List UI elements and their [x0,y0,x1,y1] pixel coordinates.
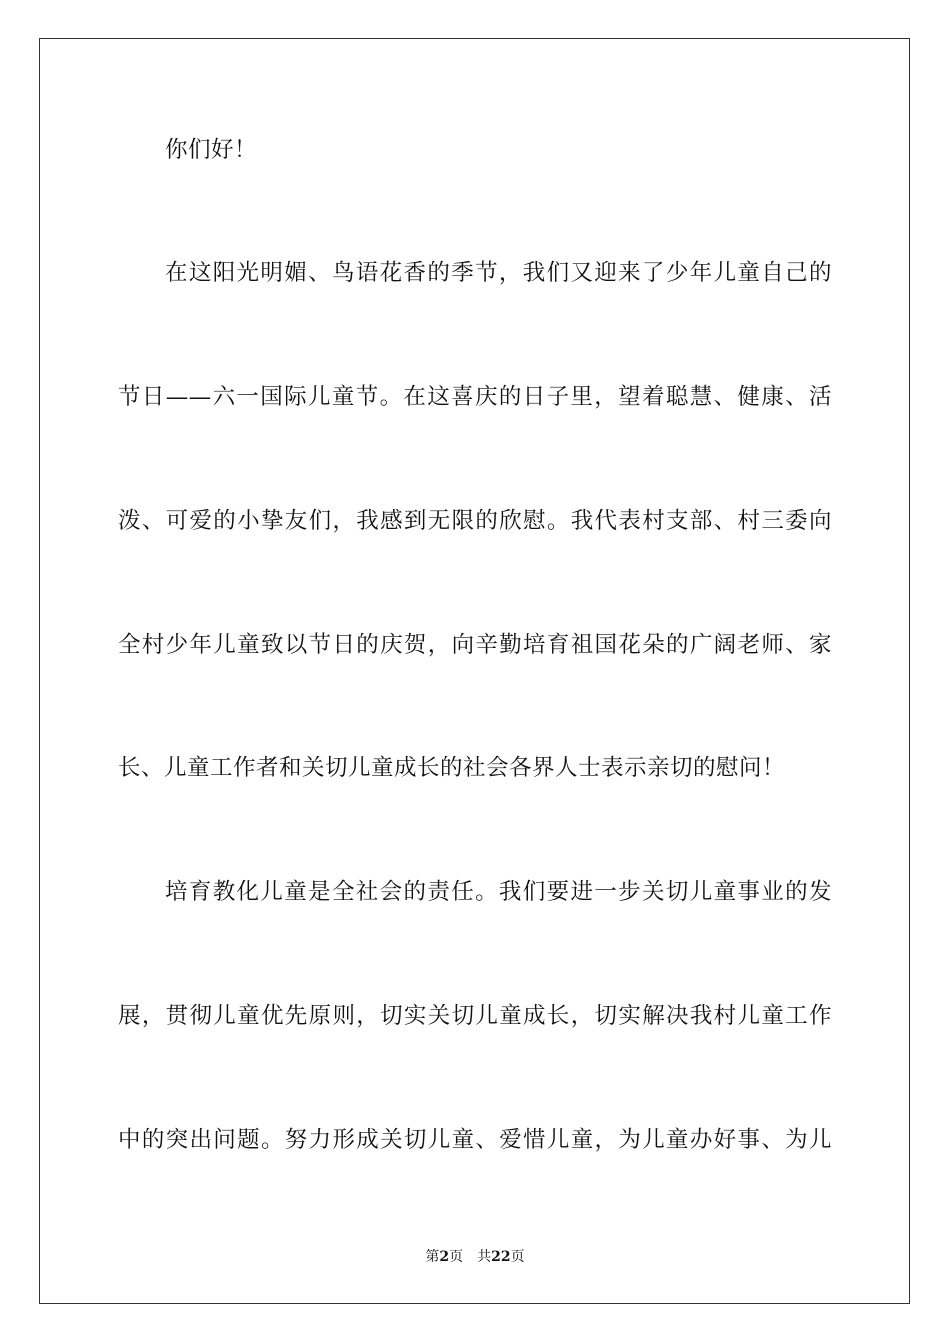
paragraph-1-line-3: 泼、可爱的小挚友们，我感到无限的欣慰。我代表村支部、村三委向 [118,508,832,534]
page-footer [0,1247,950,1267]
footer-page-prefix: 第 [425,1249,440,1265]
paragraph-1-line-5: 长、儿童工作者和关切儿童成长的社会各界人士表示亲切的慰问！ [118,755,786,781]
paragraph-1-line-1: 在这阳光明媚、鸟语花香的季节，我们又迎来了少年儿童自己的 [165,260,832,286]
paragraph-2-line-1: 培育教化儿童是全社会的责任。我们要进一步关切儿童事业的发 [165,879,832,905]
footer-total-prefix: 共 [477,1249,492,1265]
footer-page-current: 2 [439,1249,450,1265]
page-border [39,38,910,1304]
paragraph-1-line-2: 节日——六一国际儿童节。在这喜庆的日子里，望着聪慧、健康、活 [118,384,832,410]
paragraph-2-line-2: 展，贯彻儿童优先原则，切实关切儿童成长，切实解决我村儿童工作 [118,1003,832,1029]
footer-page-total: 22 [491,1249,511,1265]
footer-total-suffix: 页 [510,1249,525,1265]
paragraph-2-line-3: 中的突出问题。努力形成关切儿童、爱惜儿童，为儿童办好事、为儿 [118,1127,832,1153]
paragraph-1-line-4: 全村少年儿童致以节日的庆贺，向辛勤培育祖国花朵的广阔老师、家 [118,632,832,658]
greeting-line: 你们好！ [165,137,258,163]
footer-page-suffix: 页 [449,1249,464,1265]
